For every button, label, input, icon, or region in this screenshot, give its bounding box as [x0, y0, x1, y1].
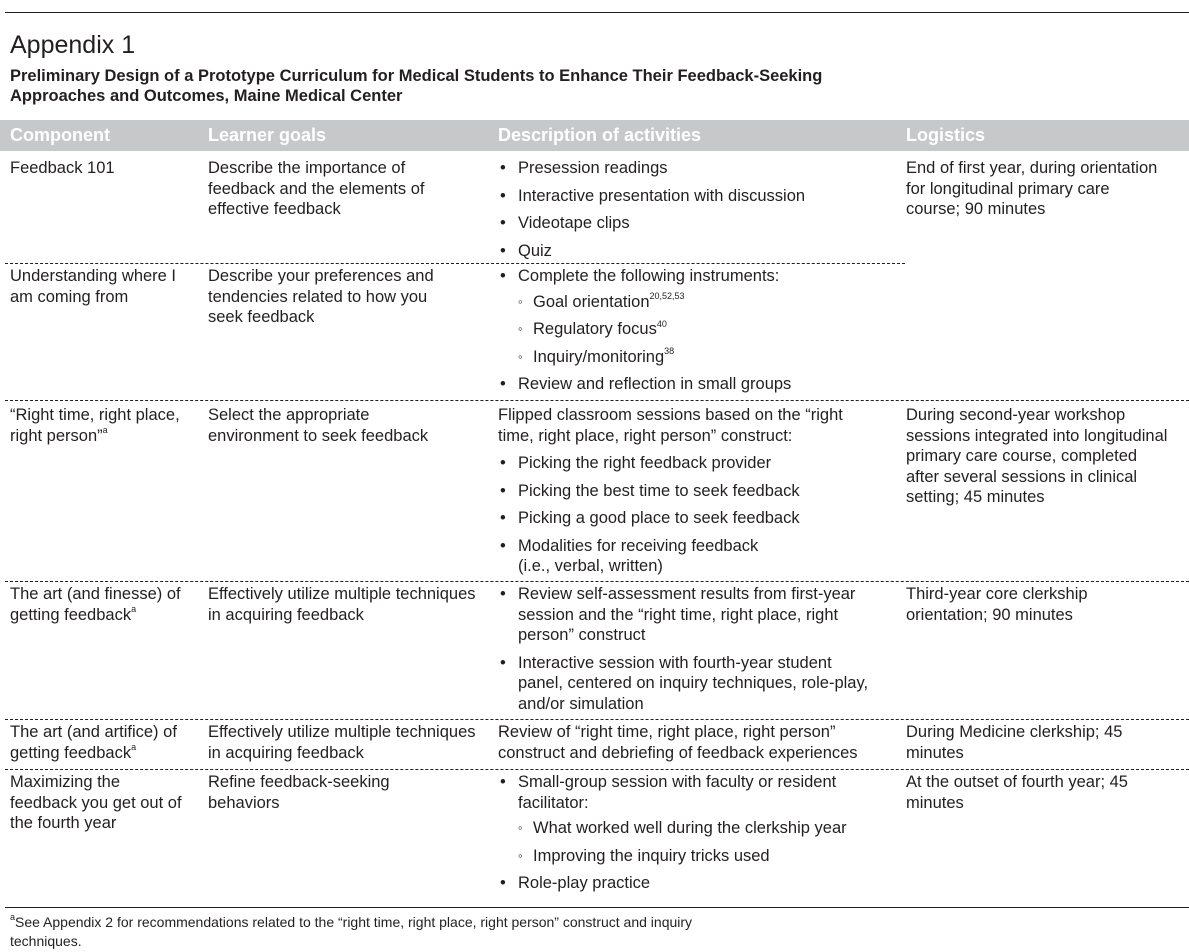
- instrument-item: ◦ Goal orientation$^{20,52,53}$: [518, 292, 898, 313]
- goals-cell: Effectively utilize multiple techniques in acquiring feedback: [208, 585, 476, 624]
- footnote-mark: a: [102, 425, 108, 435]
- table-row: [0, 770, 1189, 905]
- instrument-item: ◦ Regulatory focus$^{40}$: [518, 319, 898, 340]
- activity-item: • Picking the right feedback provider: [498, 453, 878, 474]
- table-header: [0, 120, 1189, 151]
- activities-cell: [498, 158, 898, 268]
- component-cell: Feedback 101: [10, 159, 115, 177]
- citation: 40: [656, 318, 667, 329]
- logistics-cell: During Medicine clerkship; 45 minutes: [906, 723, 1123, 762]
- footnote-mark: a: [131, 604, 137, 614]
- activity-item: • Picking the best time to seek feedback: [498, 481, 878, 502]
- component-cell: The art (and artifice) of getting feedback$^a$: [10, 723, 177, 762]
- activity-item: • Modalities for receiving feedback (i.e., verbal, written): [498, 536, 783, 577]
- logistics-cell: Third-year core clerkship orientation; 90 minutes: [906, 585, 1088, 624]
- activity-item: [498, 772, 888, 866]
- activity-intro: Small-group session with faculty or resident facilitator:: [518, 773, 837, 812]
- activity-intro: Flipped classroom sessions based on the “right time, right place, right person” construct:: [498, 406, 843, 445]
- table-row: [0, 720, 1189, 770]
- logistics-cell: End of first year, during orientation for longitudinal primary care course; 90 minutes: [906, 159, 1158, 218]
- activity-item: [498, 266, 898, 367]
- sub-item: ◦ What worked well during the clerkship year: [518, 818, 888, 839]
- activity-item: • Presession readings: [498, 158, 898, 179]
- table-row: [0, 151, 1189, 264]
- logistics-cell: During second-year workshop sessions integrated into longitudinal primary care course, completed after several sessions in clinical setting; 45 minutes: [906, 406, 1168, 506]
- footnote-mark: a: [131, 742, 137, 752]
- citation: 20,52,53: [649, 291, 685, 301]
- activity-item: • Videotape clips: [498, 213, 898, 234]
- appendix-title: Appendix 1: [10, 31, 136, 59]
- component-cell: Understanding where I am coming from: [10, 267, 177, 306]
- table-row: [0, 264, 1189, 401]
- table-row: [0, 401, 1189, 582]
- activities-cell: [498, 772, 888, 901]
- component-cell: Maximizing the feedback you get out of the fourth year: [10, 773, 182, 832]
- activities-cell: [498, 584, 878, 721]
- activity-item: • Interactive presentation with discussion: [498, 186, 898, 207]
- sub-item: ◦ Improving the inquiry tricks used: [518, 846, 888, 867]
- footnote-text: See Appendix 2 for recommendations related to the “right time, right place, right person” construct and inquiry techniques.: [10, 914, 693, 949]
- goals-cell: Select the appropriate environment to seek feedback: [208, 406, 429, 445]
- component-cell: “Right time, right place, right person”$^a$: [10, 406, 180, 445]
- header-learner-goals: Learner goals: [208, 125, 327, 145]
- header-logistics: Logistics: [906, 125, 986, 145]
- activity-item: • Interactive session with fourth-year student panel, centered on inquiry techniques, role-play, and/or simulation: [498, 653, 878, 715]
- activities-cell: [498, 266, 898, 402]
- component-cell: The art (and finesse) of getting feedback$^a$: [10, 585, 181, 624]
- table-row: [0, 582, 1189, 720]
- goals-cell: Describe the importance of feedback and the elements of effective feedback: [208, 159, 425, 218]
- header-description: Description of activities: [498, 125, 702, 145]
- activities-cell: [498, 405, 878, 584]
- goals-cell: Refine feedback-seeking behaviors: [208, 773, 390, 812]
- activity-item: • Review and reflection in small groups: [498, 374, 898, 395]
- activity-item: • Role-play practice: [498, 873, 888, 894]
- header-component: Component: [10, 125, 110, 145]
- activities-cell: Review of “right time, right place, right person” construct and debriefing of feedback experiences: [498, 723, 858, 762]
- activity-item: • Picking a good place to seek feedback: [498, 508, 878, 529]
- instrument-item: ◦ Inquiry/monitoring$^{38}$: [518, 347, 898, 368]
- citation: 38: [664, 346, 675, 356]
- footnote: [10, 913, 730, 951]
- goals-cell: Describe your preferences and tendencies related to how you seek feedback: [208, 267, 434, 326]
- top-rule: [5, 12, 1189, 13]
- curriculum-table: [0, 120, 1189, 905]
- table-subtitle: Preliminary Design of a Prototype Curriculum for Medical Students to Enhance Their Feedback-Seeking Approaches and Outcomes, Maine Medical Center: [10, 67, 823, 105]
- activity-intro: Complete the following instruments:: [518, 267, 780, 285]
- activity-item: • Review self-assessment results from first-year session and the “right time, right place, right person” construct: [498, 584, 878, 646]
- goals-cell: Effectively utilize multiple techniques in acquiring feedback: [208, 723, 476, 762]
- bottom-rule: [5, 907, 1189, 908]
- logistics-cell: At the outset of fourth year; 45 minutes: [906, 773, 1128, 812]
- activity-item: • Quiz: [498, 241, 898, 262]
- footnote-mark: a: [10, 912, 16, 923]
